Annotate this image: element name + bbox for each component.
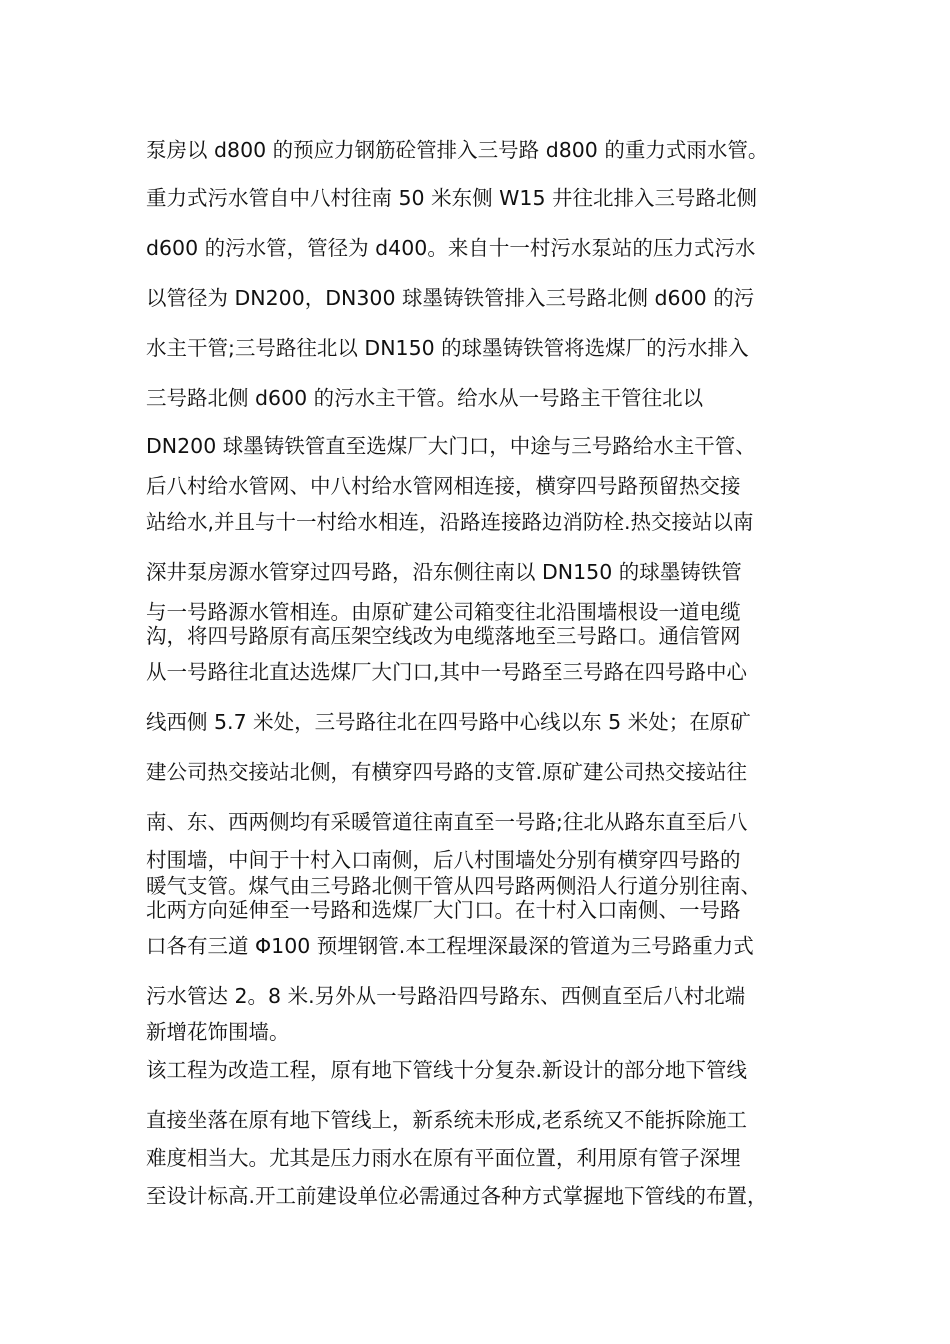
text-line: 沟，将四号路原有高压架空线改为电缆落地至三号路口。通信管网 bbox=[146, 624, 741, 648]
text-line: 三号路北侧 d600 的污水主干管。给水从一号路主干管往北以 bbox=[146, 386, 704, 410]
text-line: 口各有三道 Φ100 预埋钢管.本工程埋深最深的管道为三号路重力式 bbox=[146, 934, 754, 958]
text-line: 至设计标高.开工前建设单位必需通过各种方式掌握地下管线的布置， bbox=[146, 1184, 768, 1208]
text-line: 暖气支管。煤气由三号路北侧干管从四号路两侧沿人行道分别往南、 bbox=[146, 874, 761, 898]
text-line: 难度相当大。尤其是压力雨水在原有平面位置，利用原有管子深埋 bbox=[146, 1146, 741, 1170]
text-line: 该工程为改造工程，原有地下管线十分复杂.新设计的部分地下管线 bbox=[146, 1058, 748, 1082]
text-line: 直接坐落在原有地下管线上，新系统未形成,老系统又不能拆除施工 bbox=[146, 1108, 748, 1132]
text-line: 水主干管;三号路往北以 DN150 的球墨铸铁管将选煤厂的污水排入 bbox=[146, 336, 749, 360]
text-line: 污水管达 2。8 米.另外从一号路沿四号路东、西侧直至后八村北端 bbox=[146, 984, 746, 1008]
text-line: 深井泵房源水管穿过四号路，沿东侧往南以 DN150 的球墨铸铁管 bbox=[146, 560, 742, 584]
text-line: 与一号路源水管相连。由原矿建公司箱变往北沿围墙根设一道电缆 bbox=[146, 600, 741, 624]
text-line: 重力式污水管自中八村往南 50 米东侧 W15 井往北排入三号路北侧 bbox=[146, 186, 758, 210]
text-line: d600 的污水管，管径为 d400。来自十一村污水泵站的压力式污水 bbox=[146, 236, 756, 260]
text-line: 后八村给水管网、中八村给水管网相连接，横穿四号路预留热交接 bbox=[146, 474, 741, 498]
text-line: 泵房以 d800 的预应力钢筋砼管排入三号路 d800 的重力式雨水管。 bbox=[146, 138, 769, 162]
text-line: 村围墙，中间于十村入口南侧，后八村围墙处分别有横穿四号路的 bbox=[146, 848, 741, 872]
text-line: 北两方向延伸至一号路和选煤厂大门口。在十村入口南侧、一号路 bbox=[146, 898, 741, 922]
text-line: 新增花饰围墙。 bbox=[146, 1020, 290, 1044]
text-line: 南、东、西两侧均有采暖管道往南直至一号路;往北从路东直至后八 bbox=[146, 810, 748, 834]
text-line: 站给水,并且与十一村给水相连，沿路连接路边消防栓.热交接站以南 bbox=[146, 510, 754, 534]
text-line: 建公司热交接站北侧，有横穿四号路的支管.原矿建公司热交接站往 bbox=[146, 760, 748, 784]
text-line: 从一号路往北直达选煤厂大门口,其中一号路至三号路在四号路中心 bbox=[146, 660, 748, 684]
text-line: 线西侧 5.7 米处，三号路往北在四号路中心线以东 5 米处；在原矿 bbox=[146, 710, 751, 734]
text-line: DN200 球墨铸铁管直至选煤厂大门口，中途与三号路给水主干管、 bbox=[146, 434, 756, 458]
text-line: 以管径为 DN200，DN300 球墨铸铁管排入三号路北侧 d600 的污 bbox=[146, 286, 755, 310]
